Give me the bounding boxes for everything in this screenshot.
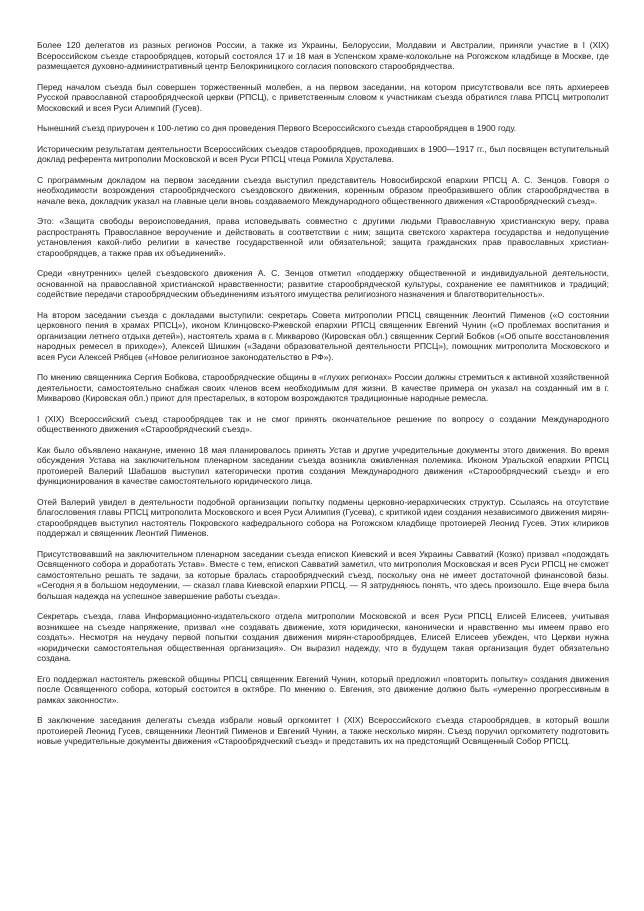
paragraph: Его поддержал настоятель ржевской общины РПСЦ священник Евгений Чунин, который предложил «повторить попытку» создания движения после Освященного собора, который состоится в октябре. По мнению о. Евгения, это движение должно быть «умеренно прогрессивным в рамках законности». bbox=[37, 673, 609, 705]
paragraph: По мнению священника Сергия Бобкова, старообрядческие общины в «глухих регионах» России должны стремиться к активной хозяйственной деятельности, самостоятельно снабжая своих членов всем необходимым для жизни. В качестве примера он указал на созданный им в г. Микварово (Кировская обл.) приют для престарелых, в котором возрождаются традиционные народные ремесла. bbox=[37, 372, 609, 403]
paragraph: Это: «Защита свободы вероисповедания, права исповедывать совместно с другими людьми Православную христианскую веру, права распространять Православное вероучение и действовать в соответствии с ним; защита светского характера государства и недопущение установления какой-либо религии в качестве государственной или обязательной; защита гражданских прав православных христиан-старообрядцев, а также прав их объединений». bbox=[37, 216, 609, 258]
paragraph: На втором заседании съезда с докладами выступили: секретарь Совета митрополии РПСЦ священник Леонтий Пименов («О состоянии церковного пения в храмах РПСЦ»), иконом Клинцовско-Ржевской епархии РПСЦ священник Евгений Чунин («О проблемах воспитания и организации летнего отдыха детей»), настоятель храма в г. Микварово (Кировская обл.) священник Сергий Бобков («Об опыте восстановления народных ремесел в приходе»), Алексей Шишкин («Задачи образовательной деятельности РПСЦ»), помощник митрополита Московского и всея Руси Алексей Рябцев («Новое религиозное законодательство в РФ»). bbox=[37, 309, 609, 362]
paragraph: Среди «внутренних» целей съездовского движения А. С. Зенцов отметил «поддержку общественной и индивидуальной деятельности, основанной на православной христианской нравственности; развитие старообрядческой культуры, сохранение ее памятников и традиций; содействие передачи старообрядческим объединениям изъятого имущества религиозного назначения и благотворительность». bbox=[37, 268, 609, 299]
paragraph: Нынешний съезд приурочен к 100-летию со дня проведения Первого Всероссийского съезда старообрядцев в 1900 году. bbox=[37, 123, 517, 133]
paragraph: В заключение заседания делегаты съезда избрали новый оргкомитет I (XIX) Всероссийского съезда старообрядцев, в который вошли протоиерей Леонид Гусев, священники Леонтий Пименов и Евгений Чунин, а также несколько мирян. Съезд поручил оргкомитету подготовить новые учредительные документы движения «Старообрядческий съезд» и представить их на предстоящий Освященный Собор РПСЦ. bbox=[37, 715, 609, 746]
paragraph: С программным докладом на первом заседании съезда выступил представитель Новосибирской епархии РПСЦ А. С. Зенцов. Говоря о необходимости возрождения старообрядческого съездовского движения, коренным образом преобразившего облик старообрядчества в начале века, докладчик указал на главные цели вновь создаваемого Международного общественного движения «Старообрядческий съезд». bbox=[37, 174, 609, 206]
paragraph: I (XIX) Всероссийский съезд старообрядцев так и не смог принять окончательное решение по вопросу о создании Международного общественного движения «Старообрядческий съезд». bbox=[37, 413, 609, 434]
document-body bbox=[37, 40, 609, 757]
paragraph: Секретарь съезда, глава Информационно-издательского отдела митрополии Московской и всея Руси РПСЦ Елисей Елисеев, учитывая возникшее на съезде напряжение, призвал «не создавать движение, хотя юридически, канонически и нравственно мы имеем право его создать». Несмотря на неудачу первой попытки создания движения мирян-старообрядцев, Елисей Елисеев убежден, что Церкви нужна «юридически самостоятельная общественная организация». Он выразил надежду, что в будущем такая организация будет обязательно создана. bbox=[37, 611, 609, 663]
paragraph: Как было объявлено накануне, именно 18 мая планировалось принять Устав и другие учредительные документы этого движения. Во время обсуждения Устава на заключительном пленарном заседании съезда возникла оживленная полемика. Иконом Уральской епархии РПСЦ протоиерей Валерий Шабашов выступил категорически против создания Международного движения «Старообрядческий съезд» и его функционирования в качестве самостоятельного юридического лица. bbox=[37, 444, 609, 486]
paragraph: Отей Валерий увидел в деятельности подобной организации попытку подмены церковно-иерархических структур. Ссылаясь на отсутствие благословения главы РПСЦ митрополита Московского и всея Руси Алимпия (Гусева), с критикой идеи создания независимого движения мирян-старообрядцев выступил настоятель Покровского кафедрального собора на Рогожском кладбище протоиерей Леонид Гусев. Этих клириков поддержал и священник Леонтий Пименов. bbox=[37, 496, 609, 538]
paragraph: Присутствовавший на заключительном пленарном заседании съезда епископ Киевский и всея Украины Савватий (Козко) призвал «подождать Освященного собора и доработать Устав». Вместе с тем, епископ Савватий заметил, что митрополия Московская и всея Руси РПСЦ не сможет самостоятельно решать те задачи, за которые бралась старообрядческий съезд, поскольку она не имеет достаточной финансовой базы. «Сегодня я в большом недоумении, — сказал глава Киевской епархии РПСЦ. — Я затрудняюсь понять, что здесь произошло. Еще вчера была большая надежда на успешное завершение работы съезда». bbox=[37, 548, 609, 601]
paragraph: Более 120 делегатов из разных регионов России, а также из Украины, Белоруссии, Молдавии и Австралии, приняли участие в I (XIX) Всероссийском съезде старообрядцев, который состоялся 17 и 18 мая в Успенском храме-колокольне на Рогожском кладбище в Москве, где размещается духовно-административный центр Белокриницкого согласия поповского старообрядчества. bbox=[37, 40, 609, 71]
paragraph: Перед началом съезда был совершен торжественный молебен, а на первом заседании, на котором присутствовали все пять архиереев Русской православной старообрядческой церкви (РПСЦ), с приветственным словом к участникам съезда обратился глава РПСЦ митрополит Московский и всея Руси Алимпий (Гусев). bbox=[37, 81, 609, 113]
paragraph: Историческим результатам деятельности Всероссийских съездов старообрядцев, проходивших в 1900—1917 гг., был посвящен вступительный доклад референта митрополии Московской и всея Руси РПСЦ чтеца Ромила Хрусталева. bbox=[37, 143, 609, 164]
